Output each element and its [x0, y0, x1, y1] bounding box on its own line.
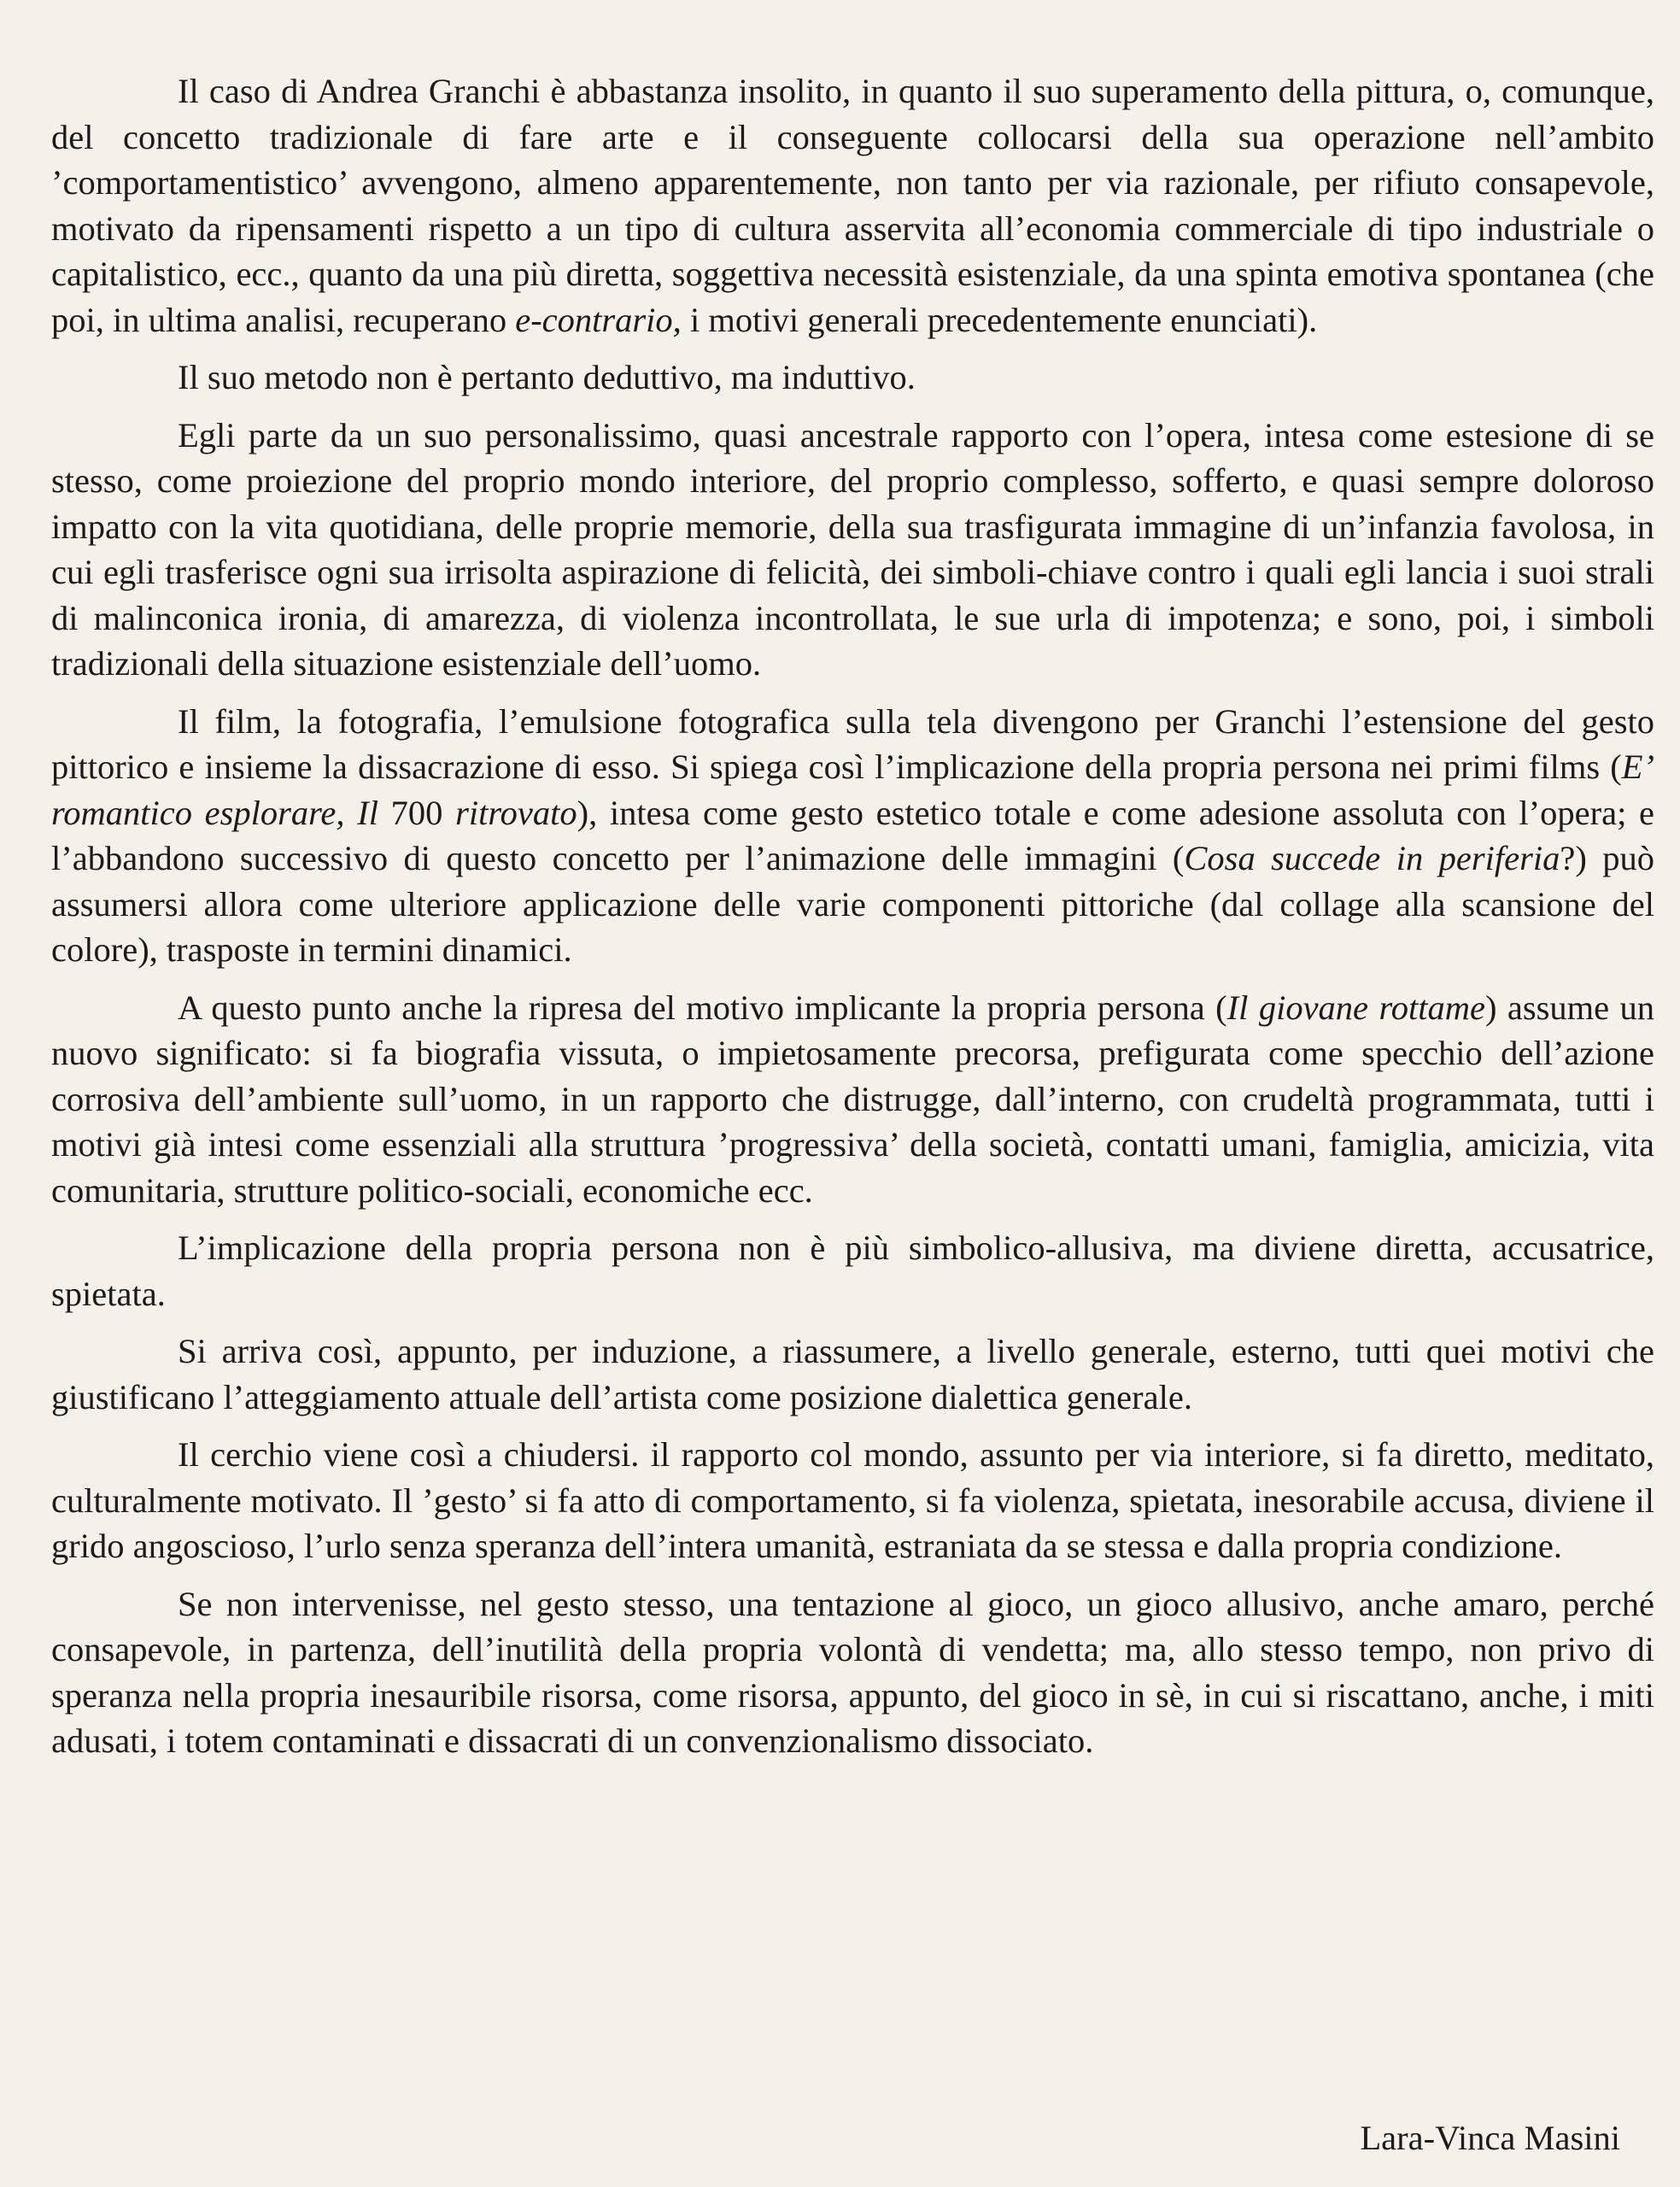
italic-title: E’ romantico esplorare, Il [51, 748, 1654, 832]
paragraph: A questo punto anche la ripresa del motivo implicante la propria persona (Il giovane rottame) assume un nuovo significato: si fa biografia vissuta, o impietosamente precorsa, prefigurata come specchio dell’azione corrosiva dell’ambiente sull’uomo, in un rapporto che distrugge, dall’interno, con crudeltà programmata, tutti i motivi già intesi come essenziali alla struttura ’progressiva’ della società, contatti umani, famiglia, amicizia, vita comunitaria, strutture politico-sociali, economiche ecc. [51, 988, 1655, 1210]
italic-title: Il giovane rottame [1226, 988, 1485, 1027]
paragraph: L’implicazione della propria persona non è più simbolico-allusiva, ma diviene diretta, accusatrice, spietata. [51, 1228, 1654, 1313]
paragraph: Se non intervenisse, nel gesto stesso, una tentazione al gioco, un gioco allusivo, anche amaro, perché consapevole, in partenza, dell’inutilità della propria volontà di vendetta; ma, allo stesso tempo, non privo di speranza nella propria inesauribile risorsa, come risorsa, appunto, del gioco in sè, in cui si riscattano, anche, i miti adusati, i totem contaminati e dissacrati di un convenzionalismo dissociato. [51, 1584, 1654, 1760]
essay-body [51, 68, 1654, 1764]
italic-title: Cosa succede in periferia [1184, 839, 1560, 877]
author-signature: Lara-Vinca Masini [1360, 2119, 1620, 2157]
italic-title: e-contrario, [515, 300, 682, 339]
paragraph: Il cerchio viene così a chiudersi. il rapporto col mondo, assunto per via interiore, si fa diretto, meditato, culturalmente motivato. Il ’gesto’ si fa atto di comportamento, si fa violenza, spietata, inesorabile accusa, diviene il grido angoscioso, l’urlo senza speranza dell’intera umanità, estraniata da se stessa e dalla propria condizione. [51, 1435, 1654, 1565]
paragraph: Si arriva così, appunto, per induzione, a riassumere, a livello generale, esterno, tutti quei motivi che giustificano l’atteggiamento attuale dell’artista come posizione dialettica generale. [51, 1332, 1654, 1416]
paragraph: Egli parte da un suo personalissimo, quasi ancestrale rapporto con l’opera, intesa come estesione di se stesso, come proiezione del proprio mondo interiore, del proprio complesso, sofferto, e quasi sempre doloroso impatto con la vita quotidiana, delle proprie memorie, della sua trasfigurata immagine di un’infanzia favolosa, in cui egli trasferisce ogni sua irrisolta aspirazione di felicità, dei simboli-chiave contro i quali egli lancia i suoi strali di malinconica ironia, di amarezza, di violenza incontrollata, le sue urla di impotenza; e sono, poi, i simboli tradizionali della situazione esistenziale dell’uomo. [51, 415, 1654, 683]
paragraph: Il film, la fotografia, l’emulsione fotografica sulla tela divengono per Granchi l’estensione del gesto pittorico e insieme la dissacrazione di esso. Si spiega così l’implicazione della propria persona nei primi films (E’ romantico esplorare, Il 700 ritrovato), intesa come gesto estetico totale e come adesione assoluta con l’opera; e l’abbandono successivo di questo concetto per l’animazione delle immagini (Cosa succede in periferia?) può assumersi allora come ulteriore applicazione delle varie componenti pittoriche (dal collage alla scansione del colore), trasposte in termini dinamici. [51, 701, 1655, 969]
italic-title: ritrovato [455, 793, 577, 832]
paragraph: Il caso di Andrea Granchi è abbastanza insolito, in quanto il suo superamento della pittura, o, comunque, del concetto tradizionale di fare arte e il conseguente collocarsi della sua operazione nell’ambito ’comportamentistico’ avvengono, almeno apparentemente, non tanto per via razionale, per rifiuto consapevole, motivato da ripensamenti rispetto a un tipo di cultura asservita all’economia commerciale di tipo industriale o capitalistico, ecc., quanto da una più diretta, soggettiva necessità esistenziale, da una spinta emotiva spontanea (che poi, in ultima analisi, recuperano e-contrario, i motivi generali precedentemente enunciati). [51, 72, 1654, 339]
paragraph: Il suo metodo non è pertanto deduttivo, ma induttivo. [178, 358, 916, 396]
